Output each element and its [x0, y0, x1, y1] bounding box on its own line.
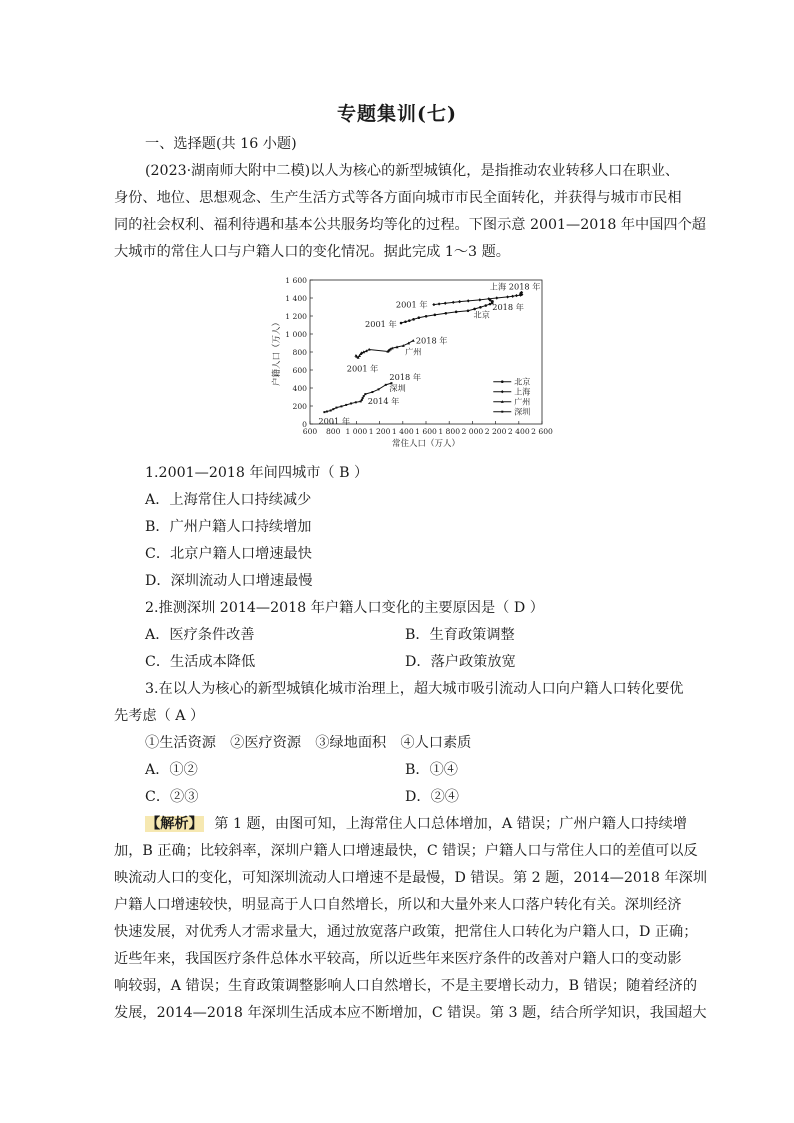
data-point-shenzhen — [350, 402, 352, 404]
analysis-line: 快速发展，对优秀人才需求量大，通过放宽落户政策，把常住人口转化为户籍人口，D 正确； — [114, 924, 698, 940]
label-beijing-city: 北京 — [473, 309, 490, 320]
data-point-beijing — [400, 322, 403, 325]
legend-label-shanghai: 上海 — [514, 387, 531, 397]
data-point-beijing — [408, 319, 411, 322]
label-guangzhou-city: 广州 — [405, 346, 422, 357]
data-point-shanghai — [495, 296, 498, 299]
y-tick-label: 800 — [292, 348, 307, 357]
legend-marker-shanghai — [501, 390, 504, 393]
data-point-shanghai — [458, 300, 461, 303]
intro-line-1: (2023·湖南师大附中二模)以人为核心的新型城镇化，是指推动农业转移人口在职业、 — [145, 163, 680, 179]
label-guangzhou-2018: 2018 年 — [415, 335, 448, 346]
x-tick-label: 600 — [302, 427, 318, 436]
data-point-beijing — [425, 315, 428, 318]
data-point-shanghai — [452, 301, 455, 304]
data-point-beijing — [455, 311, 458, 314]
data-point-shenzhen — [362, 397, 364, 399]
y-tick-label: 1 000 — [285, 330, 307, 339]
q2-option-c: C．生活成本降低 — [145, 654, 256, 670]
x-tick-label: 2 600 — [531, 427, 553, 436]
label-shenzhen-2018: 2018 年 — [389, 372, 422, 383]
data-point-shenzhen — [361, 399, 363, 401]
legend-label-guangzhou: 广州 — [514, 397, 531, 407]
x-tick-label: 800 — [325, 427, 341, 436]
x-tick-label: 1 200 — [368, 427, 391, 436]
y-axis-label: 户籍人口（万人） — [272, 317, 282, 387]
q2-option-d: D．落户政策放宽 — [405, 654, 516, 670]
data-point-shenzhen — [340, 405, 342, 407]
analysis-line: 发展，2014—2018 年深圳生活成本应不断增加，C 错误。第 3 题，结合所学知识，我国超大 — [114, 1005, 707, 1021]
data-point-shenzhen — [364, 393, 366, 395]
x-tick-label: 2 200 — [484, 427, 507, 436]
intro-line-4: 大城市的常住人口与户籍人口的变化情况。据此完成 1～3 题。 — [114, 244, 510, 260]
data-point-shanghai — [467, 299, 470, 302]
analysis-first-line — [145, 814, 687, 834]
data-point-beijing — [418, 316, 421, 319]
q2-option-b: B．生育政策调整 — [405, 627, 515, 643]
y-tick-label: 200 — [292, 402, 307, 411]
data-point-guangzhou — [412, 339, 415, 342]
data-point-shenzhen — [323, 411, 325, 413]
label-shenzhen-2014: 2014 年 — [367, 396, 400, 407]
data-point-shenzhen — [355, 401, 357, 403]
data-point-shenzhen — [345, 404, 347, 406]
q3-items: ①生活资源 ②医疗资源 ③绿地面积 ④人口素质 — [145, 735, 472, 751]
q1-option-b: B．广州户籍人口持续增加 — [145, 519, 312, 535]
x-tick-label: 1 000 — [345, 427, 368, 436]
page-title: 专题集训(七) — [337, 103, 457, 125]
analysis-line: 映流动人口的变化，可知深圳流动人口增速不是最慢，D 错误。第 2 题，2014—2018 年深圳 — [114, 870, 708, 886]
analysis-first-text: 第 1 题，由图可知，上海常住人口总体增加，A 错误；广州户籍人口持续增 — [214, 816, 687, 832]
q1-option-d: D．深圳流动人口增速最慢 — [145, 573, 313, 589]
data-point-beijing — [412, 318, 415, 321]
data-point-shenzhen — [385, 384, 387, 386]
q1-option-c: C．北京户籍人口增速最快 — [145, 546, 312, 562]
label-beijing-2001: 2001 年 — [365, 319, 397, 330]
analysis-line: 近些年来，我国医疗条件总体水平较高，所以近些年来医疗条件的改善对户籍人口的变动影 — [114, 951, 682, 967]
data-point-shenzhen — [330, 410, 332, 412]
data-point-shanghai — [432, 303, 435, 306]
q3-stem-line-2: 先考虑（ A ） — [114, 708, 205, 724]
data-point-shenzhen — [332, 408, 334, 410]
q3-option-d: D．②④ — [405, 789, 459, 805]
x-tick-label: 2 400 — [507, 427, 530, 436]
label-shenzhen-city: 深圳 — [389, 383, 406, 394]
q3-option-b: B．①④ — [405, 762, 458, 778]
data-point-beijing — [484, 304, 487, 307]
data-point-beijing — [489, 303, 492, 306]
q1-stem: 1.2001—2018 年间四城市（ B ） — [145, 465, 369, 481]
data-point-beijing — [445, 312, 448, 315]
x-tick-label: 1 600 — [415, 427, 437, 436]
analysis-line: 加，B 正确；比较斜率，深圳户籍人口增速最快，C 错误；户籍人口与常住人口的差值可以反 — [114, 843, 698, 859]
q1-option-a: A．上海常住人口持续减少 — [145, 492, 312, 508]
data-point-shanghai — [438, 302, 441, 305]
q3-stem-line-1: 3.在以人为核心的新型城镇化城市治理上，超大城市吸引流动人口向户籍人口转化要优 — [145, 681, 684, 697]
data-point-shanghai — [511, 295, 514, 298]
data-point-beijing — [404, 320, 407, 323]
legend-marker-shenzhen — [501, 411, 503, 413]
x-axis-label: 常住人口（万人） — [391, 439, 461, 449]
label-shenzhen-2001: 2001 年 — [318, 416, 351, 427]
data-point-shanghai — [506, 295, 509, 298]
analysis-tag: 【解析】 — [146, 816, 203, 832]
q3-option-a: A．①② — [145, 762, 198, 778]
population-chart — [262, 270, 562, 460]
data-point-shenzhen — [363, 395, 365, 397]
x-tick-label: 1 800 — [438, 427, 461, 436]
label-guangzhou-2001: 2001 年 — [346, 363, 379, 374]
section-heading: 一、选择题(共 16 小题) — [145, 136, 297, 152]
x-tick-label: 1 400 — [391, 427, 414, 436]
y-tick-label: 1 200 — [285, 312, 307, 321]
q3-option-c: C．②③ — [145, 789, 199, 805]
legend-label-beijing: 北京 — [514, 377, 531, 387]
intro-line-2: 身份、地位、思想观念、生产生活方式等各方面向城市市民全面转化，并获得与城市市民相 — [114, 190, 682, 206]
data-point-shanghai — [515, 294, 518, 297]
x-tick-label: 2 000 — [461, 427, 484, 436]
data-point-beijing — [467, 309, 470, 312]
label-beijing-2018: 2018 年 — [492, 302, 524, 313]
intro-line-3: 同的社会权利、福利待遇和基本公共服务均等化的过程。下图示意 2001—2018 年中国四个超 — [114, 217, 706, 233]
y-tick-label: 1 400 — [285, 294, 307, 303]
analysis-line: 响较弱，A 错误；生育政策调整影响人口自然增长，不是主要增长动力，B 错误；随着经济的 — [114, 978, 698, 994]
q2-stem: 2.推测深圳 2014—2018 年户籍人口变化的主要原因是（ D ） — [145, 600, 544, 616]
data-point-shenzhen — [371, 391, 373, 393]
data-point-shanghai — [444, 302, 447, 305]
data-point-shenzhen — [378, 388, 380, 390]
q2-option-a: A．医疗条件改善 — [145, 627, 255, 643]
legend-label-shenzhen: 深圳 — [514, 407, 531, 417]
data-point-beijing — [479, 306, 482, 309]
y-tick-label: 0 — [302, 420, 307, 429]
data-point-shenzhen — [326, 410, 328, 412]
analysis-line: 户籍人口增速较快，明显高于人口自然增长，所以和大量外来人口落户转化有关。深圳经济 — [114, 897, 682, 913]
data-point-shenzhen — [335, 407, 337, 409]
y-tick-label: 1 600 — [285, 276, 307, 285]
label-shanghai-2001: 2001 年 — [395, 299, 428, 310]
data-point-shanghai — [478, 298, 481, 301]
y-tick-label: 600 — [292, 366, 307, 375]
data-point-beijing — [434, 314, 437, 317]
legend-marker-beijing — [501, 380, 504, 383]
label-shanghai-2018: 上海 2018 年 — [489, 281, 541, 292]
y-tick-label: 400 — [292, 384, 307, 393]
